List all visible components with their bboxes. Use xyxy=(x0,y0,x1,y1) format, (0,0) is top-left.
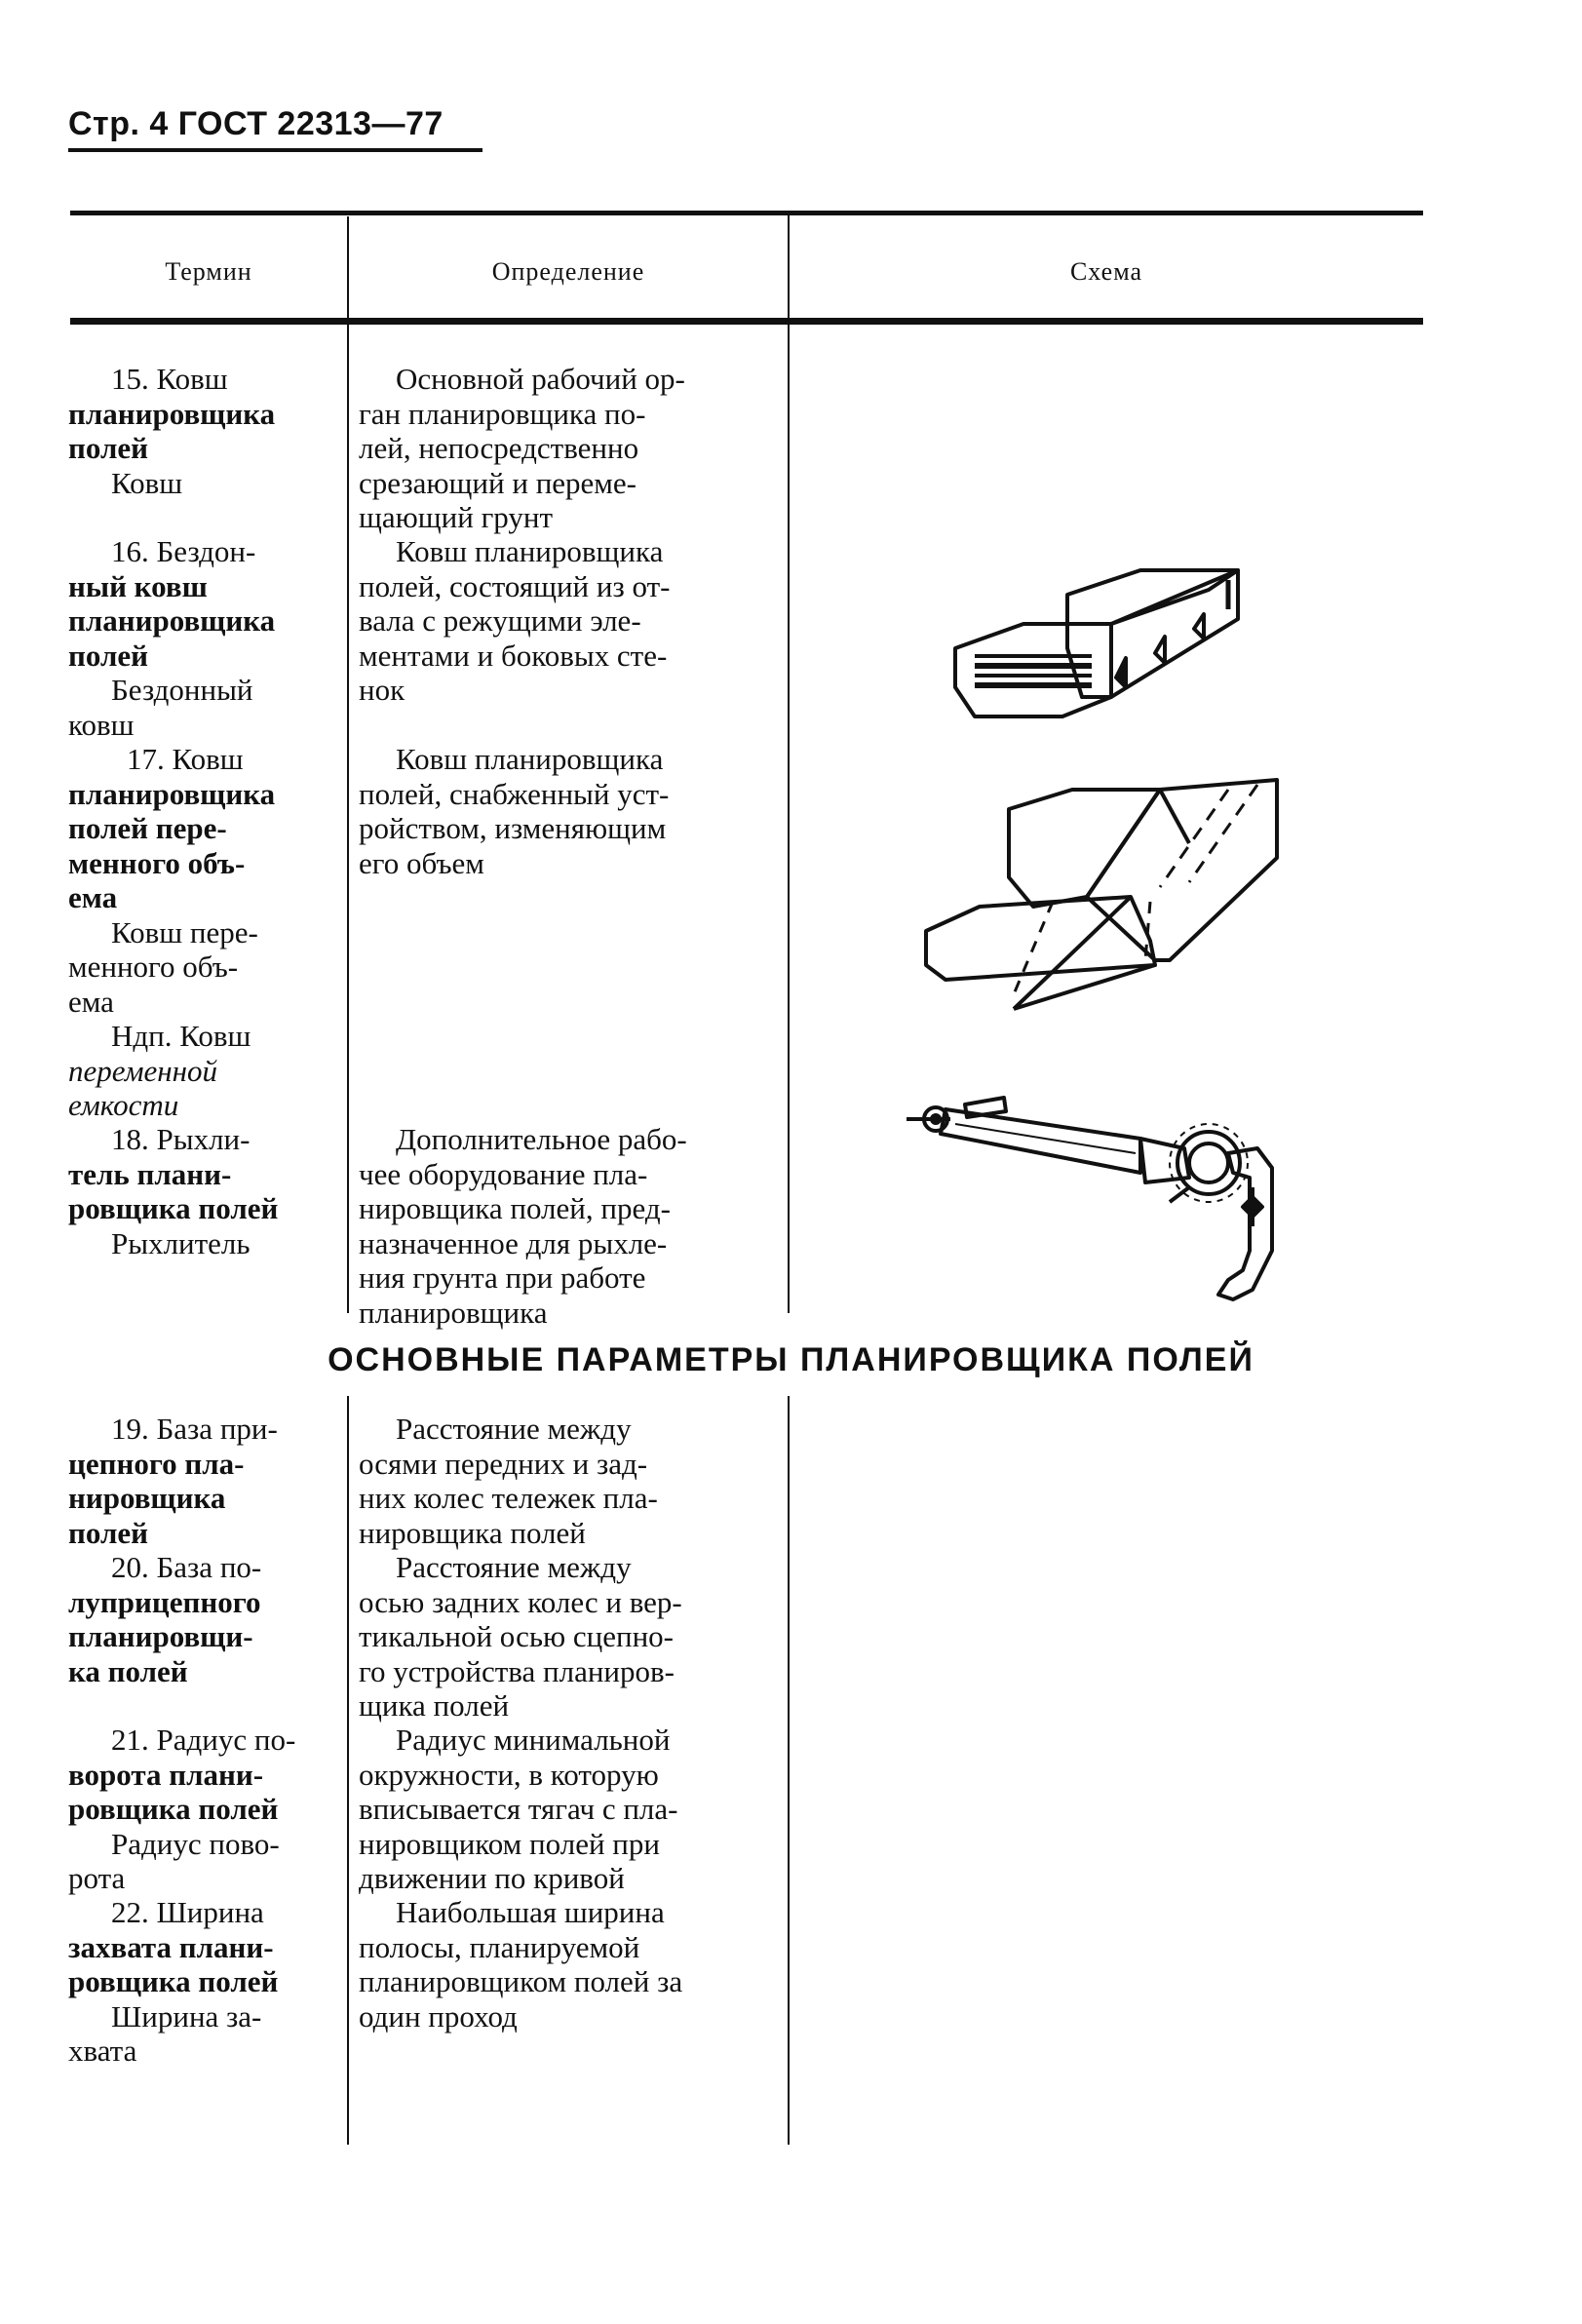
term-17: 17. Ковш планировщика полей пере- менного объ- ема Ковш пере- менного объ- ема Ндп. Ковш переменной емкости xyxy=(68,742,276,1122)
param-column-divider-2 xyxy=(788,1396,790,2145)
term-19: 19. База при- цепного пла- нировщика полей xyxy=(68,1412,278,1550)
definition-20: Расстояние между осью задних колес и вер- тикальной осью сцепно- го устройства планиров- щика полей xyxy=(359,1550,682,1723)
term-20: 20. База по- луприцепного планировщи- ка полей xyxy=(68,1550,262,1688)
param-column-divider-1 xyxy=(347,1396,349,2145)
term-15: 15. Ковш планировщика полей Ковш xyxy=(68,362,276,500)
definition-16: Ковш планировщика полей, состоящий из от- вала с режущими эле- ментами и боковых сте- нок xyxy=(359,534,671,707)
definition-21: Радиус минимальной окружности, в которую вписывается тягач с пла- нировщиком полей при движении по кривой xyxy=(359,1723,678,1895)
ripper-drawing xyxy=(897,1080,1296,1304)
header-rule xyxy=(68,148,482,152)
column-header-definition: Определение xyxy=(491,257,645,286)
table-header-rule xyxy=(70,318,1423,325)
definition-22: Наибольшая ширина полосы, планируемой планировщиком полей за один проход xyxy=(359,1895,683,2034)
column-divider-2 xyxy=(788,213,790,1313)
term-22: 22. Ширина захвата плани- ровщика полей Ширина за- хвата xyxy=(68,1895,279,2068)
term-21: 21. Радиус по- ворота плани- ровщика полей Радиус пово- рота xyxy=(68,1723,296,1895)
column-header-scheme: Схема xyxy=(1069,257,1143,286)
term-16: 16. Бездон- ный ковш планировщика полей Бездонный ковш xyxy=(68,534,276,742)
column-divider-1 xyxy=(347,216,349,1313)
definition-15: Основной рабочий ор- ган планировщика по- лей, непосредственно срезающий и переме- щающий грунт xyxy=(359,362,685,534)
variable-volume-bucket-drawing xyxy=(907,770,1296,1019)
definition-19: Расстояние между осями передних и зад- них колес тележек пла- нировщика полей xyxy=(359,1412,658,1550)
definition-17: Ковш планировщика полей, снабженный уст- ройством, изменяющим его объем xyxy=(359,742,670,880)
section-title: ОСНОВНЫЕ ПАРАМЕТРЫ ПЛАНИРОВЩИКА ПОЛЕЙ xyxy=(328,1341,1254,1378)
column-header-term: Термин xyxy=(165,257,252,286)
table-top-rule xyxy=(70,211,1423,215)
term-18: 18. Рыхли- тель плани- ровщика полей Рыхлитель xyxy=(68,1122,279,1260)
bottomless-bucket-drawing xyxy=(945,561,1267,726)
page-header: Стр. 4 ГОСТ 22313—77 xyxy=(68,105,444,142)
definition-18: Дополнительное рабо- чее оборудование пла- нировщика полей, пред- назначенное для рыхле- ния грунта при работе планировщика xyxy=(359,1122,687,1330)
